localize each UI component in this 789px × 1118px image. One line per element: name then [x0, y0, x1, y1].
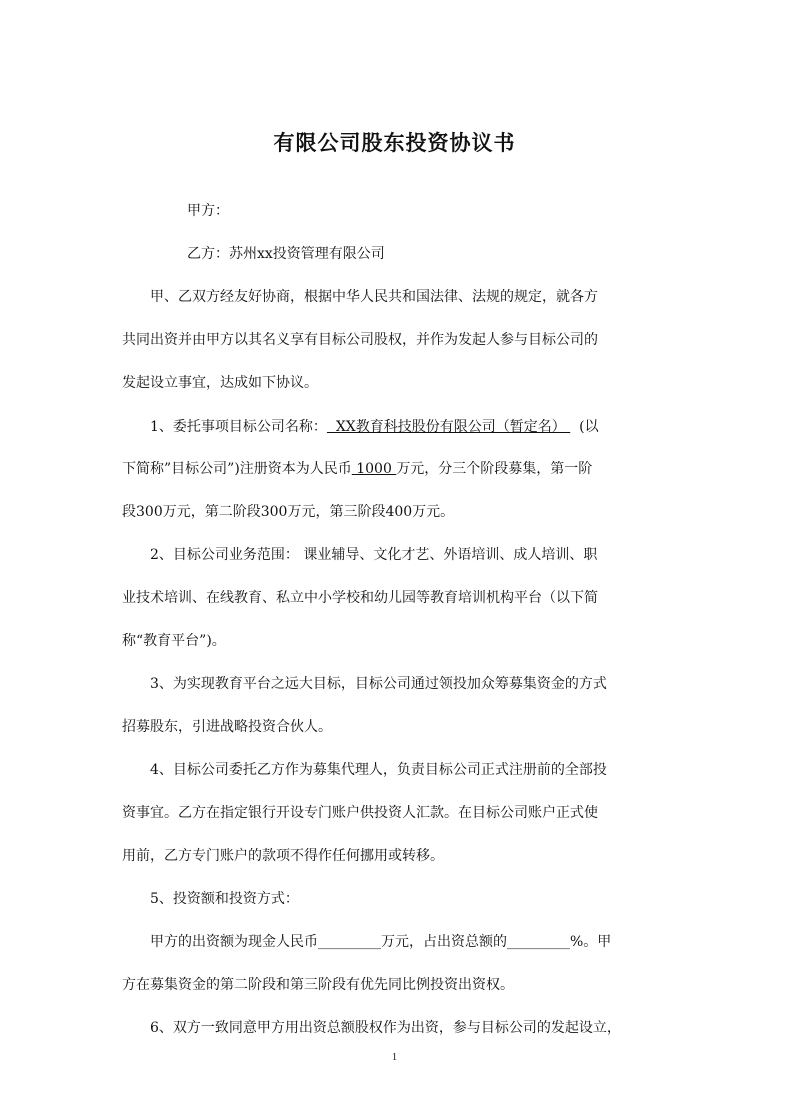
target-company-name: XX教育科技股份有限公司（暂定名） [326, 419, 571, 435]
party-a-line [187, 201, 229, 221]
clause5-line-2: 方在募集资金的第二阶段和第三阶段有优先同比例投资出资权。 [122, 977, 514, 993]
party-b-label: 乙方： [187, 246, 229, 262]
party-a-label: 甲方： [187, 203, 229, 219]
clause3-line-2: 招募股东，引进战略投资合伙人。 [122, 719, 332, 735]
registered-capital: 1000 [351, 461, 397, 477]
intro-line-1: 甲、乙双方经友好协商，根据中华人民共和国法律、法规的规定，就各方 [150, 289, 598, 305]
clause1-line2-a: 下简称”目标公司”)注册资本为人民币 [122, 461, 352, 477]
clause2-line-2: 业技术培训、在线教育、私立中小学校和幼儿园等教育培训机构平台（以下简 [122, 590, 598, 606]
clause1-line-1 [150, 417, 599, 437]
clause1-line-2 [122, 459, 592, 479]
clause4-line-1: 4、目标公司委托乙方作为募集代理人，负责目标公司正式注册前的全部投 [150, 762, 607, 778]
clause5-heading: 5、投资额和投资方式： [150, 891, 299, 907]
clause1-line2-b: 万元，分三个阶段募集，第一阶 [396, 461, 593, 477]
clause1-prefix: 1、委托事项目标公司名称： [150, 419, 327, 435]
clause5-line-1: 甲方的出资额为现金人民币_________万元，占出资总额的_________%。甲 [150, 934, 612, 950]
intro-line-2: 共同出资并由甲方以其名义享有目标公司股权，并作为发起人参与目标公司的 [122, 332, 598, 348]
clause1-line-3: 段300万元，第二阶段300万元，第三阶段400万元。 [122, 504, 455, 520]
clause6-line-1: 6、双方一致同意甲方用出资总额股权作为出资，参与目标公司的发起设立， [150, 1020, 621, 1036]
clause3-line-1: 3、为实现教育平台之远大目标，目标公司通过领投加众筹募集资金的方式 [150, 676, 607, 692]
clause1-after-name: (以 [570, 419, 599, 435]
clause4-line-2: 资事宜。乙方在指定银行开设专门账户供投资人汇款。在目标公司账户正式使 [122, 805, 598, 821]
intro-line-3: 发起设立事宜，达成如下协议。 [122, 375, 318, 391]
clause4-line-3: 用前，乙方专门账户的款项不得作任何挪用或转移。 [122, 848, 444, 864]
party-b-name: 苏州xx投资管理有限公司 [229, 246, 385, 262]
document-title: 有限公司股东投资协议书 [273, 130, 516, 155]
clause2-line-1: 2、目标公司业务范围： 课业辅导、文化才艺、外语培训、成人培训、职 [150, 547, 598, 563]
party-b-line [187, 244, 385, 264]
clause2-line-3: 称“教育平台”)。 [122, 633, 226, 649]
page-number: 1 [392, 1052, 397, 1063]
